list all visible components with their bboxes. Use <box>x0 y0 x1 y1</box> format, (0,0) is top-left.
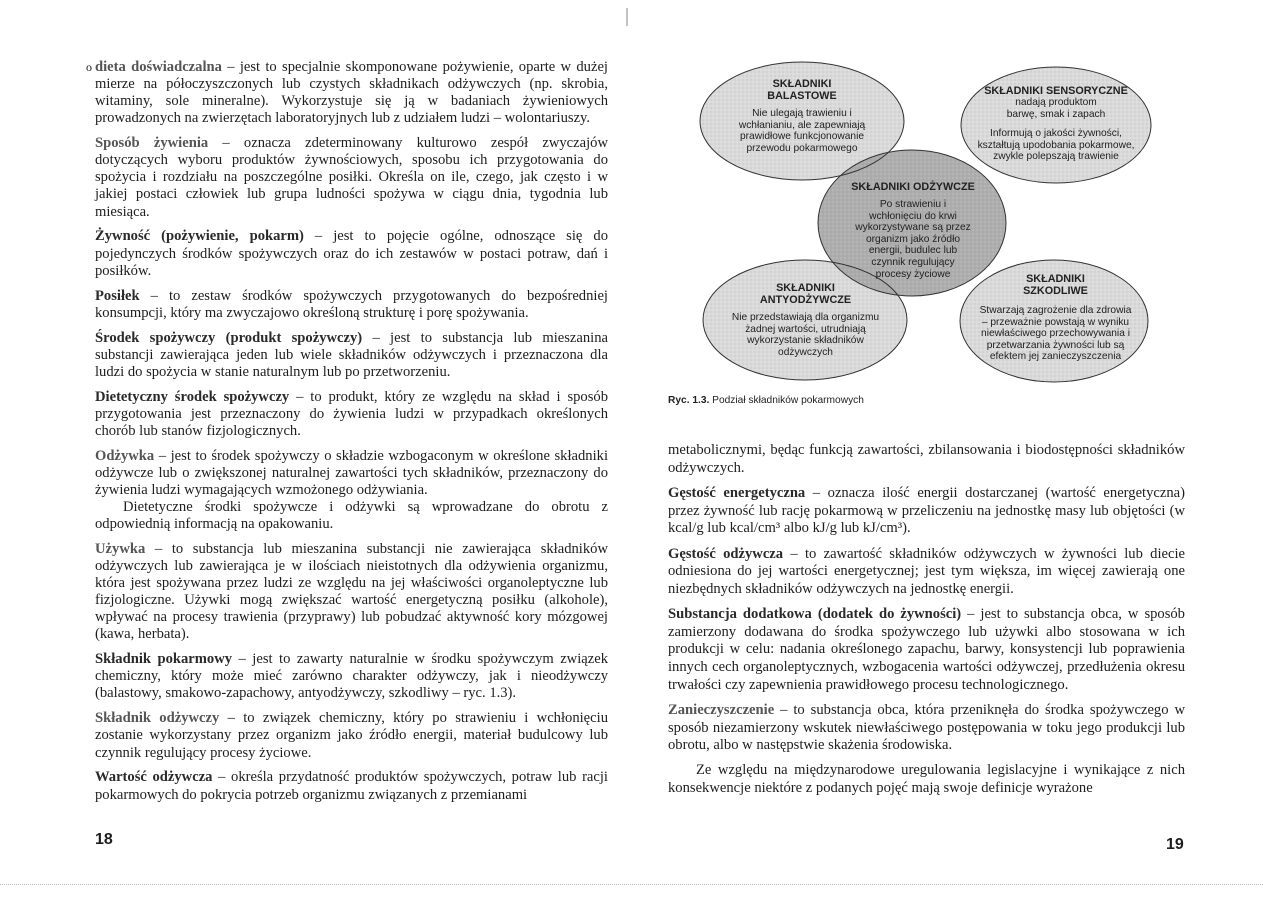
right-page-text <box>668 442 1185 805</box>
term: Składnik odżywczy <box>95 710 220 727</box>
definition-gestosc-energetyczna <box>668 485 1185 538</box>
definition-posilek <box>95 288 608 322</box>
ellipse-text-szkodliwe <box>978 273 1133 363</box>
definition-gestosc-odzywcza <box>668 546 1185 599</box>
ellipse-body-2: Informują o jakości żywności, kształtują upodobania pokarmowe, zwykle polepszają trawienie <box>977 128 1135 163</box>
scan-artifact <box>626 8 628 26</box>
term: Substancja dodatkowa (dodatek do żywności) <box>668 606 962 623</box>
figure-diagram <box>690 55 1170 395</box>
term: Używka <box>95 540 146 557</box>
ellipse-title: SKŁADNIKI SZKODLIWE <box>1023 273 1088 297</box>
paragraph-note <box>95 499 608 533</box>
term: Odżywka <box>95 447 155 464</box>
ellipse-body: Stwarzają zagrożenie dla zdrowia – przeważnie powstają w wyniku niewłaściwego przechowywania i przetwarzania żywności lub są efektem jej zanieczyszczenia <box>979 305 1132 363</box>
paragraph-continuation <box>668 442 1185 477</box>
definition-zanieczyszczenie <box>668 702 1185 755</box>
page-number-right: 19 <box>1166 836 1184 853</box>
ellipse-title: SKŁADNIKI SENSORYCZNE <box>984 85 1128 97</box>
paragraph-text: Ze względu na międzynarodowe uregulowania legislacyjne i wynikające z nich konsekwencje niektóre z podanych pojęć mają swoje definicje wyrażone <box>668 762 1185 797</box>
definition-text: – jest to środek spożywczy o składzie wzbogaconym w określone składniki odżywcze lub o zwiększonej naturalnej zawartości tych składników, przeznaczony do żywienia ludzi wymagających wzmożonego odżywiania. <box>95 447 608 498</box>
term: Gęstość energetyczna <box>668 484 806 501</box>
definition-text: – jest to specjalnie skomponowane pożywienie, oparte w dużej mierze na półoczyszczonych lub czystych składnikach odżywczych (np. skrobia, witaminy, sole mineralne). Wykorzystuje się ją w badaniach żywieniowych prowadzonych na zwierzętach laboratoryjnych lub z udziałem ludzi – wolontariuszy. <box>95 59 608 127</box>
definition-text: – to zawartość składników odżywczych w żywności lub diecie odniesiona do jej wartości energetycznej; jest tym większa, im więcej zawierają one niezbędnych składników odżywczych na jednostkę energii. <box>668 545 1185 597</box>
page-number-left: 18 <box>95 831 113 848</box>
term: Zanieczyszczenie <box>668 701 775 718</box>
term: Gęstość odżywcza <box>668 545 784 562</box>
definition-text: – to substancja lub mieszanina substancji nie zawierająca składników odżywczych lub zawierająca je w ilościach nieistotnych dla odżywienia organizmu, która jest spożywana przez ludzi ze względu na jej właściwości organoleptyczne lub fizjologiczne. Używki mogą zwiększać wartość energetyczną posiłku (alkohole), wpływać na procesy trawienia (przyprawy) lub pobudzać aktywność kory mózgowej (kawa, herbata). <box>95 540 608 643</box>
definition-text: – jest to pojęcie ogólne, odnoszące się do pojedynczych środków spożywczych oraz do ich zestawów w postaci potraw, dań i posiłków. <box>95 228 608 279</box>
term: dieta doświadczalna <box>95 59 222 75</box>
definition-text: – to substancja obca, która przeniknęła do środka spożywczego w sposób niezamierzony wskutek niewłaściwego postępowania w toku jego produkcji lub obrotu, albo w następstwie skażenia środowiska. <box>668 701 1185 754</box>
ellipse-title: SKŁADNIKI BALASTOWE <box>767 78 837 102</box>
definition-text: – jest to substancja lub mieszanina substancji zawierająca jeden lub wiele składników odżywczych i przeznaczona dla ludzi do spożycia w stanie naturalnym lub po przetworzeniu. <box>95 329 608 380</box>
bullet-icon: o <box>86 60 92 74</box>
ellipse-body: Nie ulegają trawieniu i wchłanianiu, ale zapewniają prawidłowe funkcjonowanie przewodu pokarmowego <box>738 108 866 154</box>
scan-edge <box>0 884 1263 885</box>
definition-dietetyczny-srodek <box>95 389 608 440</box>
definition-text: – określa przydatność produktów spożywczych, potraw lub racji pokarmowych do pokrycia potrzeb organizmu związanych z przemianami <box>95 769 608 803</box>
term: Składnik pokarmowy <box>95 651 233 668</box>
term: Dietetyczny środek spożywczy <box>95 388 290 405</box>
term: Środek spożywczy (produkt spożywczy) <box>95 329 363 346</box>
definition-zywnosc <box>95 228 608 279</box>
ellipse-text-balastowe <box>722 78 882 154</box>
definition-sposob-zywienia <box>95 135 608 220</box>
definition-uzywka <box>95 541 608 644</box>
definition-text: – oznacza ilość energii dostarczanej (wartość energetyczna) przez żywność lub rację pokarmową w przeliczeniu na jednostkę masy lub objętości (w kcal/g lub kcal/cm³ albo kJ/g lub kJ/cm³). <box>668 484 1185 537</box>
caption-text: Podział składników pokarmowych <box>709 395 864 406</box>
ellipse-body: nadają produktom barwę, smak i zapach <box>1006 97 1106 120</box>
definition-wartosc-odzywcza <box>95 769 608 803</box>
definition-substancja-dodatkowa <box>668 606 1185 694</box>
definition-text: – to zestaw środków spożywczych przygotowanych do bezpośredniej konsumpcji, który ma zwyczajowo określoną strukturę i porę spożywania. <box>95 287 608 321</box>
paragraph-text: Dietetyczne środki spożywcze i odżywki są wprowadzane do obrotu z odpowiednią informacją na opakowaniu. <box>95 498 608 533</box>
definition-text: – to związek chemiczny, który po strawieniu i wchłonięciu zostanie wykorzystany przez organizm jako źródło energii, materiał budulcowy lub czynnik regulujący procesy życiowe. <box>95 710 608 761</box>
ellipse-title: SKŁADNIKI ODŻYWCZE <box>851 181 975 193</box>
definition-text: – jest to zawarty naturalnie w środku spożywczym związek chemiczny, który może mieć zarówno charakter odżywczy, jak i nieodżywczy (balastowy, smakowo-zapachowy, antyodżywczy, szkodliwy – ryc. 1.3). <box>95 651 608 702</box>
definition-text: – oznacza zdeterminowany kulturowo zespół zwyczajów dotyczących wyboru produktów żywnościowych, sposobu ich przygotowania do spożycia i rozdziału na poszczególne posiłki. Określa on ile, czego, jak często i w jakiej postaci człowiek lub grupa ludności spożywa w ciągu dnia, tygodnia lub miesiąca. <box>95 135 608 220</box>
ellipse-title: SKŁADNIKI ANTYODŻYWCZE <box>759 282 852 306</box>
paragraph-text: metabolicznymi, będąc funkcją zawartości, zbilansowania i biodostępności składników odżywczych. <box>668 442 1185 476</box>
definition-odzywka <box>95 448 608 499</box>
caption-label: Ryc. 1.3. <box>668 395 710 406</box>
definition-skladnik-pokarmowy <box>95 651 608 702</box>
definition-skladnik-odzywczy <box>95 710 608 761</box>
left-page-text <box>86 59 608 811</box>
ellipse-text-odzywcze <box>850 181 976 280</box>
term: Wartość odżywcza <box>95 769 213 786</box>
paragraph-closing <box>668 762 1185 797</box>
definition-dieta-doswiadczalna <box>86 59 608 127</box>
figure-caption <box>668 395 864 406</box>
term: Sposób żywienia <box>95 135 209 152</box>
term: Posiłek <box>95 287 140 304</box>
ellipse-text-antyodzywcze <box>728 282 883 358</box>
definition-text: – jest to substancja obca, w sposób zamierzony dodawana do środka spożywczego lub używki albo stosowana w ich produkcji w celu: nadania określonego zapachu, barwy, konsystencji lub poprawienia innych cech organoleptycznych, wzbogacenia wartości odżywczej, przedłużenia okresu trwałości czy zapewnienia prawidłowego procesu technologicznego. <box>668 606 1185 693</box>
definition-text: – to produkt, który ze względu na skład i sposób przygotowania jest przeznaczony do żywienia ludzi w przypadkach określonych chorób lub stanów fizjologicznych. <box>95 388 608 439</box>
ellipse-body: Po strawieniu i wchłonięciu do krwi wykorzystywane są przez organizm jako źródło energii, budulec lub czynnik regulujący procesy życiowe <box>855 199 971 280</box>
term: Żywność (pożywienie, pokarm) <box>95 228 304 245</box>
ellipse-body: Nie przedstawiają dla organizmu żadnej wartości, utrudniają wykorzystanie składników odżywczych <box>731 312 880 358</box>
definition-srodek-spozywczy <box>95 330 608 381</box>
ellipse-text-sensoryczne <box>976 85 1136 163</box>
